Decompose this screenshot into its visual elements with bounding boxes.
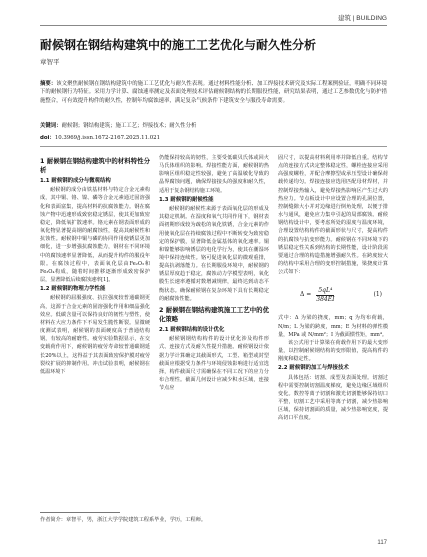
paragraph: 该公式用于计算梁在荷载作用下的最大变形量，以控制耐候钢结构的变形限值，提高构件的刚度和稳定性。 [278,339,388,363]
author-name: 章智平 [40,58,60,66]
formula-fraction [314,287,336,304]
paragraph: 仍能保持较高的韧性，主要受低碳贝氏体或回火马氏体组织的影响。焊接性能方面，耐候钢的热影响区组织稳定性较强，避免了高温敏化导致的晶界腐蚀问题，确保焊接接头的强度和耐久性，适用于复杂钢结构施工环境。 [159,155,269,194]
abstract-label: 摘要： [40,81,57,87]
body-column-3 [278,154,388,423]
subsection-heading-1-3: 1.3 耐候钢的耐候性能 [159,196,214,203]
header-divider [40,25,387,26]
paragraph: 耐候钢的耐候性来源于表面氧化层的形成及其稳定机制。在湿度和氧气共同作用下，钢材表面初期形成较为疏松的氧化铁锈，合金元素的作用使氧化层在持续腐蚀过程中不断转变为致密稳定的保护膜，显著降低金属基体的氧化速率。铜和镍能够影响锈层的电化学行为，使其在潮湿环境中保持连续性。铬可促进氧化层的微观重排，提高抗剥落能力。在长期服役环境中，耐候钢的锈层厚度趋于稳定，腐蚀动力学模型表明，氧化膜生长速率遵循对数增减规律，最终达到动态平衡状态。确保耐候钢在复杂环境下具有长期稳定的耐腐蚀性能。 [159,206,269,302]
deflection-formula [278,282,388,308]
running-header: 建筑 | BUILDING [337,15,387,22]
keywords-text: 耐候钢；钢结构建筑；施工工艺；焊接技术；耐久性分析 [61,123,197,129]
paragraph: 固尺寸，以提高材料利用率并降低自重。结构节点的连接方式决定整体稳定性，螺栓连接应采用高强度螺栓，并配合摩擦型或承压型设计确保荷载传递均匀。焊接连接应选用匹配母材焊材，并控制焊接热输入，避免焊接热影响区产生过大的热应力。节点板设计中应设置合理的孔洞位置，控制缝隙大小并对边缘进行倒角处理，以便于排水与通风，避免应力集中引起的局部腐蚀。耐候钢结构设计中，要考虑所处的湿度与温度环境，合理设置结构构件的截面形状与尺寸，提高构件的抗腐蚀与抗变形能力。耐候钢在不同环境下的锈层稳定性关系到结构的长期性能，设计阶段需要通过合理的构造措施增强耐久性。在跨度较大的结构中采用合理的变形控制措施，梁挠度计算公式如下： [278,155,388,276]
paragraph: 耐候钢的屈服强度、抗拉强度较普通碳钢更高，这源于合金元素的固溶强化作用和细晶强化效应。低碳含量可以保持良好的韧性与塑性，使材料在大应力条件下不易发生脆性断裂。显微硬度测试表明，耐候钢的表面硬度高于普通结构钢，有较高的耐磨性。疲劳实验数据显示，在交变载荷作用下，耐候钢的疲劳寿命较普通碳钢延长20%以上，这得益于其表面致密保护膜对疲劳裂纹扩展的抑制作用。冲击试验表明，耐候钢在低温环境下 [40,295,150,375]
body-column-1 [40,154,150,376]
author-footnote: 作者简介：章智平，男，浙江大学学院建筑工程系毕业，学历，工程师。 [40,517,207,523]
section-heading-2: 2 耐候钢在钢结构建筑施工工艺中的优化策略 [159,305,269,323]
abstract-text: 该文聚焦耐候钢在钢结构建筑中的施工工艺优化与耐久性表现。通过材料性能分析、加工焊接技术研究及实际工程案例验证，明确不同环境下的耐候钢行为特征。采用力学计算、腐蚀速率测定及表面处理技术评估耐候钢结构的长期服役性能，研究结果表明，通过工艺参数优化与防护措施整合，可有效提升构件的耐久性，控制年均腐蚀速率，满足复杂气候条件下建筑安全与服役寿命需要。 [40,81,387,104]
abstract-divider [40,146,387,147]
doi-label: doi： [40,135,55,141]
keywords-label: 关键词： [40,123,62,129]
formula-numerator: 5qL⁴ [318,286,333,294]
formula-denominator: 384EI [316,295,335,303]
doi [40,134,387,142]
paragraph: 具体包括：切割、成型及表面处理。切割过程中需要控制切割温度梯度，避免边缘区域组织变化。数控等离子切割和激光切割能够保持切口平整，切割工艺中采用等离子切割，减少热影响区域，保持切割面的质量，减少热影响宽度，提高切口平直度。 [278,374,388,422]
doi-text: 10.3969/j.issn.1672-2167.2025.11.021 [54,135,161,141]
formula-number: (1) [373,291,382,299]
paragraph: 耐候钢钢结构构件的设计优化涉及构件形式、连接方式及耐久性提升措施。耐候钢设计依据力学计算确定其截面形式，工型、箱型或封型截面应根据受力条件与环境侵蚀影响进行适宜选择，构件截面尺寸需确保在不同工况下的应力分布合理性。截面几何设计应减少积水区域，连接节点应 [159,336,269,392]
abstract [40,80,387,105]
subsection-heading-2-1: 2.1 耐候钢结构的设计优化 [159,326,225,333]
formula-lhs: Δ = [300,291,312,299]
section-heading-1: 1 耐候钢在钢结构建筑中的材料特性分析 [40,157,150,174]
paragraph: 耐候钢的成分由铁基材料与特定合金元素构成，其中铜、铬、镍、磷等合金元素通过固溶强化和表面富集，提高材料的抗腐蚀能力。钢在腐蚀产物中迅速形成致密稳定锈层，使其更加致密稳定，降低氧扩散速率。铬元素在钢表面形成的氧化物显著提高钢的耐腐蚀性，提高其耐候性和抗蚀性。耐候钢中铜与磷的协同作用使锈层更加细化，进一步增强抗腐蚀能力，钢材在不同环境中的腐蚀速率显著降低，从而提升构件的服役年限。在腐蚀过程中，表面氧化层由Fe₂O₃和Fe₃O₄构成，随着时间推移逐渐形成致密保护层，显著降低后续腐蚀速率[1]。 [40,187,150,284]
subsection-heading-1-1: 1.1 耐候钢的成分与微观结构 [40,178,111,184]
formula-explanation: 式中：Δ 为梁的挠度，mm；q 为均布荷载，N/m；L 为梁的跨度，mm；E 为材料的弹性模量，MPa 或 N/mm²；I 为截面惯性矩，mm⁴。 [278,315,388,338]
article-title: 耐候钢在钢结构建筑中的施工工艺优化与耐久性分析 [40,38,317,52]
page-number: 117 [377,540,387,546]
body-column-2 [159,154,269,392]
subsection-heading-2-2: 2.2 耐候钢的加工与焊接技术 [278,365,349,372]
keywords [40,122,387,130]
footnote-divider [40,512,120,513]
subsection-heading-1-2: 1.2 耐候钢的物理力学性能 [40,286,106,293]
